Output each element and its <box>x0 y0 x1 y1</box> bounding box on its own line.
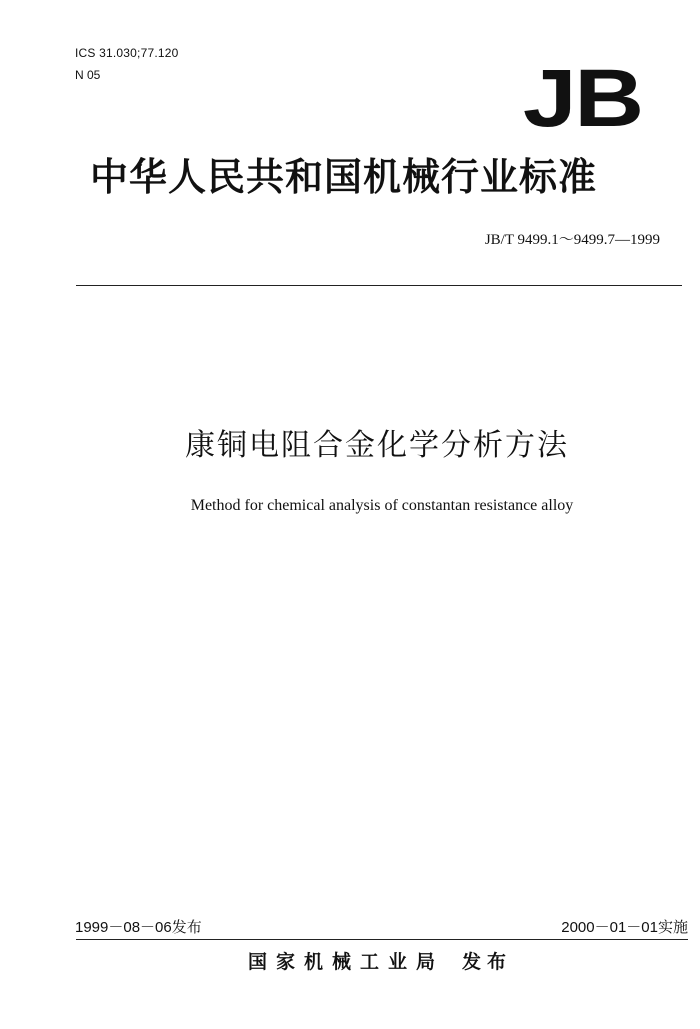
publisher-action: 发布 <box>462 951 513 973</box>
publisher-name: 国家机械工业局 <box>247 951 444 973</box>
issue-date: 1999－08－06发布 <box>75 919 202 936</box>
ics-code: ICS 31.030;77.120 <box>75 46 179 60</box>
publisher-line <box>0 947 700 974</box>
document-title-english: Method for chemical analysis of constantan resistance alloy <box>190 497 574 514</box>
standard-number: JB/T 9499.1～9499.7—1999 <box>484 232 660 248</box>
jb-logo: JB <box>523 53 642 144</box>
document-title-chinese: 康铜电阻合金化学分析方法 <box>185 428 569 463</box>
implementation-date: 2000－01－01实施 <box>561 919 688 936</box>
top-divider <box>76 285 682 286</box>
standard-category-title: 中华人民共和国机械行业标准 <box>90 155 598 199</box>
bottom-divider <box>76 939 688 940</box>
ccs-code: N 05 <box>75 68 101 82</box>
